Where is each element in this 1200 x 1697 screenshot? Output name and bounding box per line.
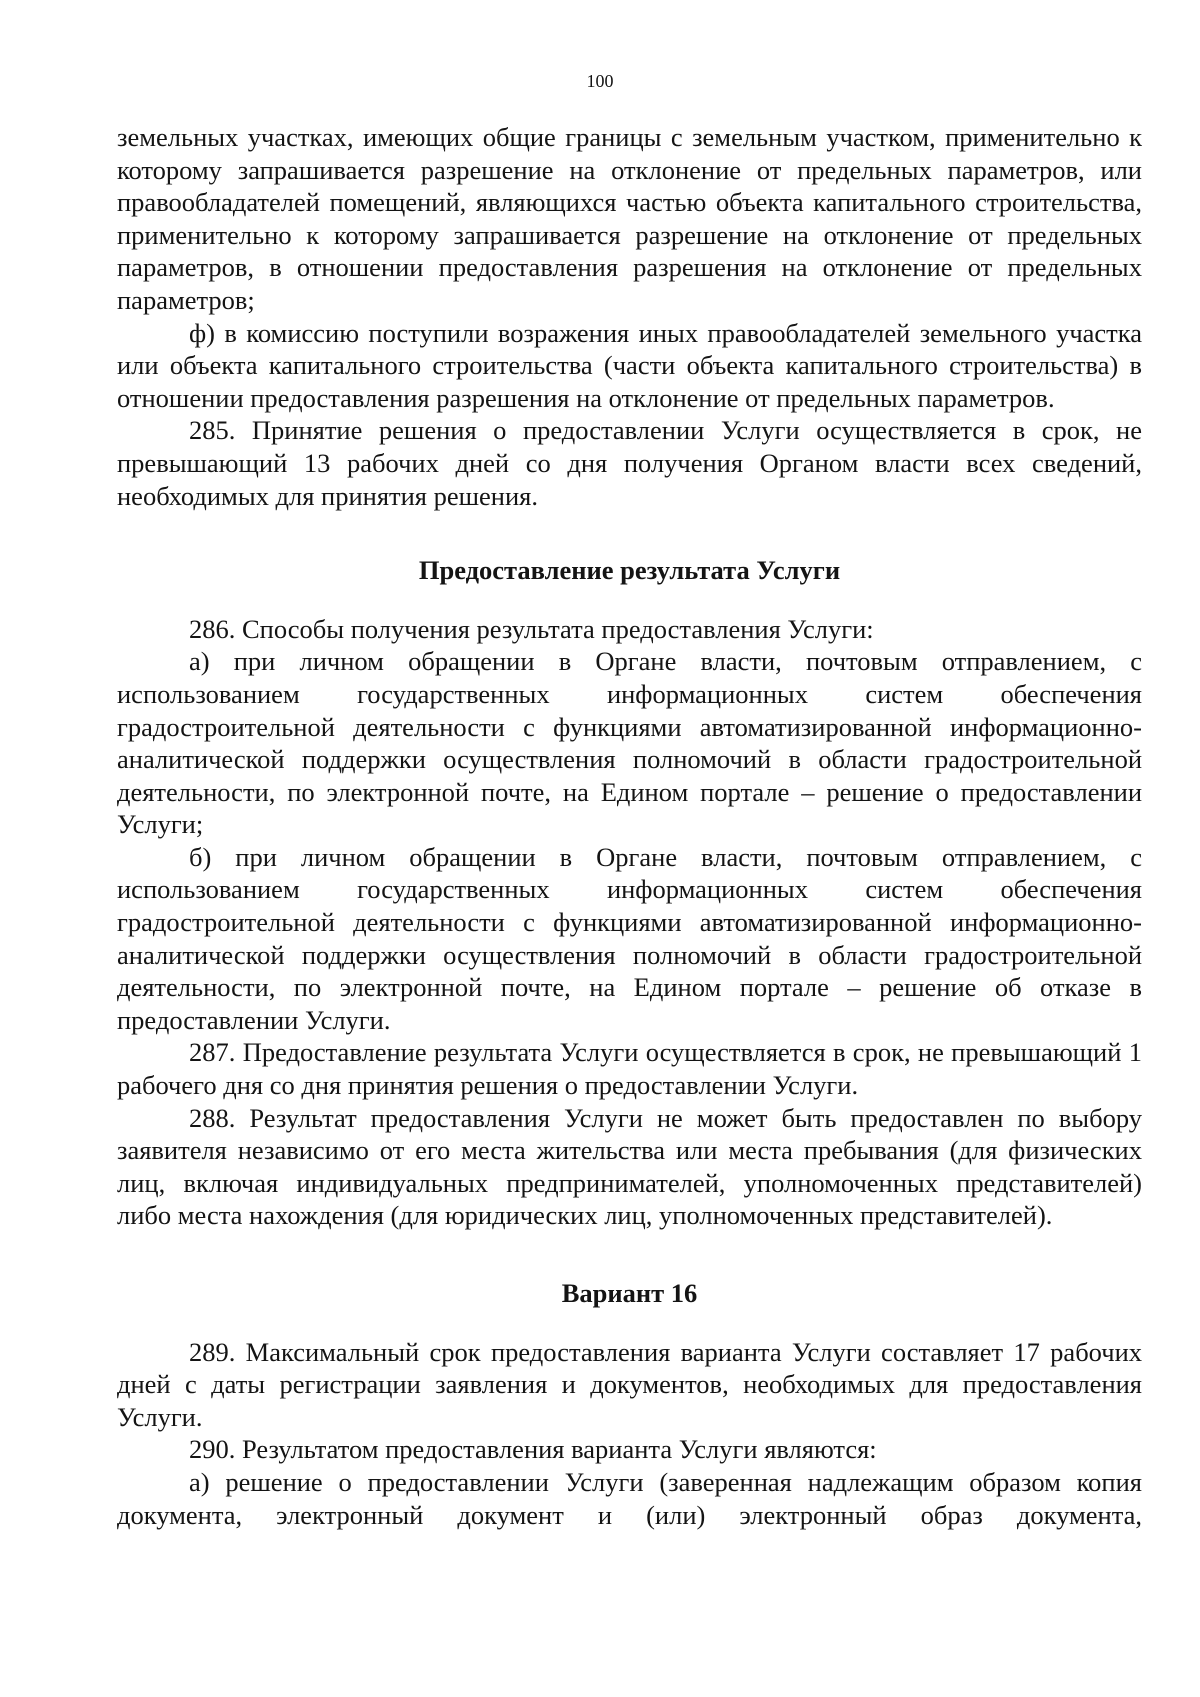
spacer bbox=[117, 1232, 1142, 1277]
paragraph-286: 286. Способы получения результата предоставления Услуги: bbox=[189, 613, 874, 644]
paragraph-item-f: ф) в комиссию поступили возражения иных правообладателей земельного участка или объекта капитального строительства (части объекта капитального строительства) в отношении предоставления разрешения на отклонение от предельных параметров. bbox=[117, 317, 1142, 413]
paragraph-287: 287. Предоставление результата Услуги осуществляется в срок, не превышающий 1 рабочего дня со дня принятия решения о предоставлении Услуги. bbox=[117, 1037, 1142, 1101]
paragraph-286-b: б) при личном обращении в Органе власти, почтовым отправлением, с использованием государственных информационных систем обеспечения градостроительной деятельности с функциями автоматизированной информационно-аналитической поддержки осуществления полномочий в области градостроительной деятельности, по электронной почте, на Едином портале – решение об отказе в предоставлении Услуги. bbox=[117, 841, 1142, 1035]
page-number: 100 bbox=[586, 71, 614, 91]
paragraph-285: 285. Принятие решения о предоставлении Услуги осуществляется в срок, не превышающий 13 рабочих дней со дня получения Органом власти всех сведений, необходимых для принятия решения. bbox=[117, 415, 1142, 511]
paragraph-290-a: а) решение о предоставлении Услуги (заверенная надлежащим образом копия документа, электронный документ и (или) электронный образ документа, bbox=[117, 1466, 1142, 1530]
spacer bbox=[117, 512, 1142, 554]
spacer bbox=[117, 1310, 1142, 1336]
paragraph-continuation: земельных участках, имеющих общие границы с земельным участком, применительно к которому запрашивается разрешение на отклонение от предельных параметров, или правообладателей помещений, являющихся частью объекта капитального строительства, применительно к которому запрашивается разрешение на отклонение от предельных параметров, в отношении предоставления разрешения на отклонение от предельных параметров; bbox=[117, 122, 1142, 315]
spacer bbox=[117, 587, 1142, 613]
paragraph-288: 288. Результат предоставления Услуги не может быть предоставлен по выбору заявителя независимо от его места жительства или места пребывания (для физических лиц, включая индивидуальных предпринимателей, уполномоченных представителей) либо места нахождения (для юридических лиц, уполномоченных представителей). bbox=[117, 1102, 1142, 1231]
section-heading-result: Предоставление результата Услуги bbox=[418, 555, 841, 586]
paragraph-289: 289. Максимальный срок предоставления варианта Услуги составляет 17 рабочих дней с даты регистрации заявления и документов, необходимых для предоставления Услуги. bbox=[117, 1336, 1142, 1432]
section-heading-variant-16: Вариант 16 bbox=[561, 1278, 698, 1308]
document-body bbox=[117, 121, 1142, 1531]
paragraph-286-a: а) при личном обращении в Органе власти, почтовым отправлением, с использованием государственных информационных систем обеспечения градостроительной деятельности с функциями автоматизированной информационно-аналитической поддержки осуществления полномочий в области градостроительной деятельности, по электронной почте, на Едином портале – решение о предоставлении Услуги; bbox=[117, 646, 1142, 840]
paragraph-290: 290. Результатом предоставления варианта Услуги являются: bbox=[189, 1434, 877, 1465]
